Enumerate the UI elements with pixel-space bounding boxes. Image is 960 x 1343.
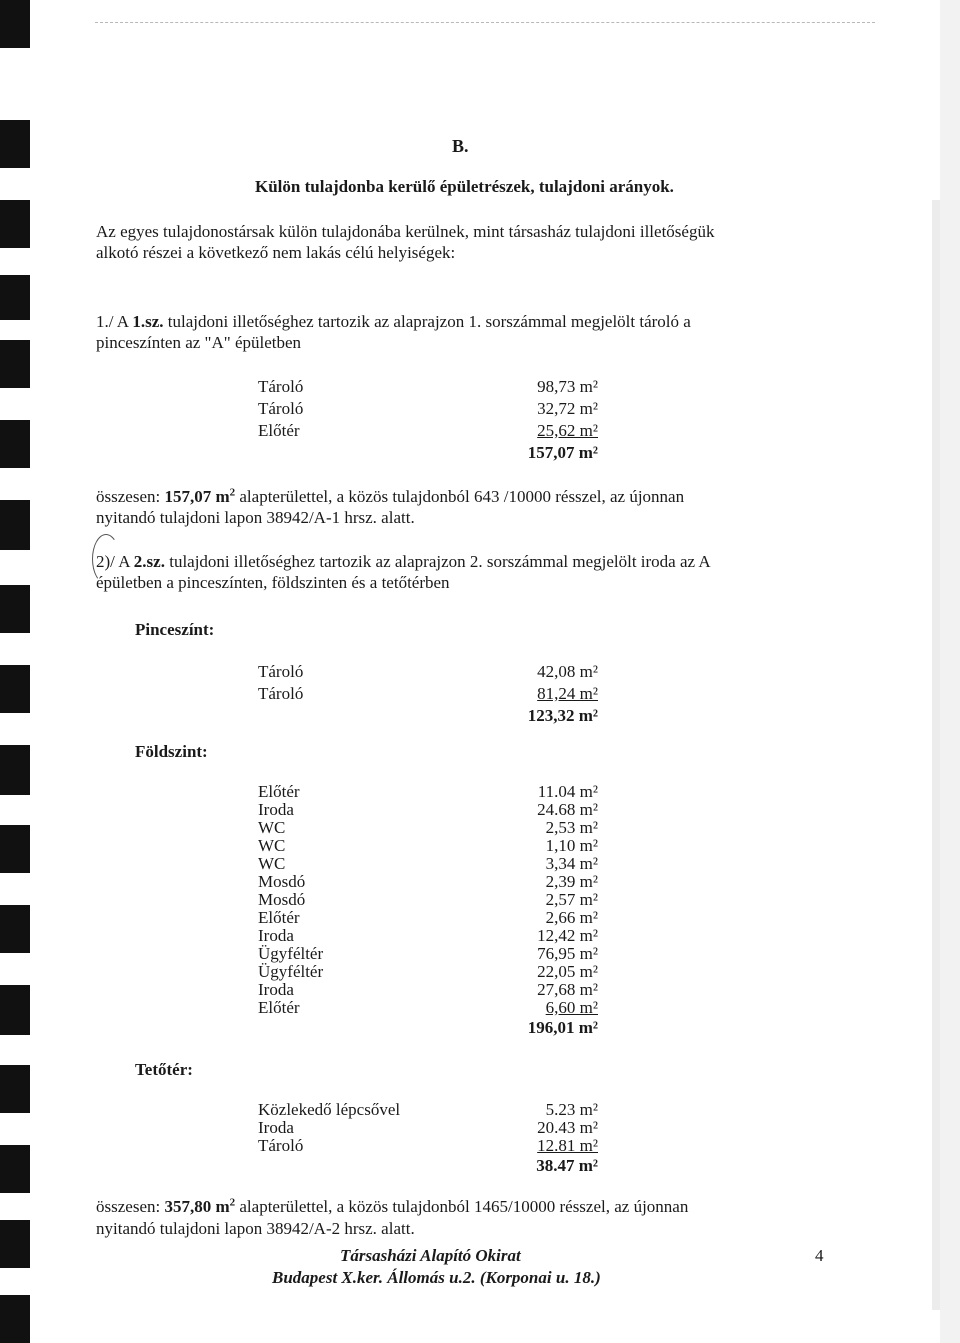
summary-rest: alapterülettel, a közös tulajdonból 643 /10000 résszel, az újonnan: [239, 487, 685, 506]
foldszint-room-area: 2,53 m²: [545, 818, 598, 837]
foldszint-room-name: Ügyféltér: [258, 944, 324, 963]
summary-prefix: összesen:: [96, 487, 161, 506]
summary-rest: alapterülettel, a közös tulajdonból 1465/10000 résszel, az újonnan: [239, 1197, 689, 1216]
foldszint-room-area: 76,95 m²: [537, 944, 598, 963]
item1-ref: 1.sz.: [132, 312, 164, 331]
item1-room-name: Előtér: [258, 421, 300, 440]
scan-binding-edge: [0, 0, 36, 1343]
foldszint-room-area: 12,42 m²: [537, 926, 598, 945]
scan-right-margin: [932, 200, 940, 1310]
scan-right-edge: [940, 0, 960, 1343]
foldszint-room-area: 1,10 m²: [545, 836, 598, 855]
foldszint-room-name: Előtér: [258, 782, 300, 801]
summary-value: 157,07 m: [164, 487, 230, 506]
item1-text-1: tulajdoni illetőséghez tartozik az alaprajzon 1. sorszámmal megjelölt tároló a: [167, 312, 691, 331]
item1-line-1: [96, 312, 691, 332]
item2-summary-line-1: összesen: 357,80 $m^2$ alapterülettel, a közös tulajdonból 1465/10000 résszel, az újonnan: [96, 1196, 689, 1216]
teto-room-name: Iroda: [258, 1118, 294, 1137]
footer-address: Budapest X.ker. Állomás u.2. (Korponai u. 18.): [272, 1268, 601, 1287]
page-number: 4: [815, 1246, 824, 1265]
pince-room-area: 42,08 m²: [537, 662, 598, 681]
section-letter: B.: [452, 136, 469, 156]
item1-line-2: pinceszínten az "A" épületben: [96, 333, 302, 352]
item2-number: 2)/ A: [96, 552, 130, 571]
foldszint-room-name: WC: [258, 854, 286, 873]
foldszint-room-area: 2,39 m²: [545, 872, 598, 891]
foldszint-room-area: 22,05 m²: [537, 962, 598, 981]
foldszint-room-area: 3,34 m²: [545, 854, 598, 873]
foldszint-room-name: Ügyféltér: [258, 962, 324, 981]
footer-title: Társasházi Alapító Okirat: [340, 1246, 521, 1265]
item1-room-name: Tároló: [258, 399, 304, 418]
item1-room-name: Tároló: [258, 377, 304, 396]
pince-room-area: 81,24 m²: [537, 684, 598, 703]
pince-room-name: Tároló: [258, 662, 304, 681]
item1-room-area: 32,72 m²: [537, 399, 598, 418]
teto-room-name: Közlekedő lépcsővel: [258, 1100, 401, 1119]
intro-line-2: alkotó részei a következő nem lakás célú helyiségek:: [96, 243, 456, 262]
foldszint-label: Földszint:: [135, 742, 208, 761]
teto-room-area: 12.81 m²: [537, 1136, 598, 1155]
intro-line-1: Az egyes tulajdonostársak külön tulajdonába kerülnek, mint társasház tulajdoni illetőségük: [96, 222, 715, 241]
foldszint-room-area: 11.04 m²: [537, 782, 598, 801]
item2-line-2: épületben a pinceszínten, földszinten és a tetőtérben: [96, 573, 450, 592]
teto-room-area: 5.23 m²: [545, 1100, 598, 1119]
foldszint-room-name: Előtér: [258, 908, 300, 927]
item2-text-1: tulajdoni illetőséghez tartozik az alaprajzon 2. sorszámmal megjelölt iroda az A: [169, 552, 711, 571]
scan-top-line: [95, 22, 875, 24]
item1-number: 1./ A: [96, 312, 129, 331]
summary-prefix: összesen:: [96, 1197, 161, 1216]
item1-summary-line-1: összesen: 157,07 $m^2$ alapterülettel, a közös tulajdonból 643 /10000 résszel, az újonnan: [96, 486, 685, 506]
teto-room-area: 20.43 m²: [537, 1118, 598, 1137]
item2-ref: 2.sz.: [133, 552, 165, 571]
pince-total: 123,32 m²: [527, 706, 598, 725]
summary-value: 357,80 m: [164, 1197, 230, 1216]
foldszint-room-area: 2,66 m²: [545, 908, 598, 927]
foldszint-room-name: Iroda: [258, 800, 294, 819]
pince-room-name: Tároló: [258, 684, 304, 703]
foldszint-room-area: 2,57 m²: [545, 890, 598, 909]
foldszint-room-name: Iroda: [258, 926, 294, 945]
foldszint-total: 196,01 m²: [527, 1018, 598, 1037]
foldszint-room-name: Mosdó: [258, 872, 306, 891]
teto-total: 38.47 m²: [536, 1156, 598, 1175]
item2-summary-line-2: nyitandó tulajdoni lapon 38942/A-2 hrsz. alatt.: [96, 1219, 415, 1238]
teto-room-name: Tároló: [258, 1136, 304, 1155]
foldszint-room-name: WC: [258, 836, 286, 855]
page-heading: Külön tulajdonba kerülő épületrészek, tulajdoni arányok.: [255, 177, 674, 196]
foldszint-room-name: WC: [258, 818, 286, 837]
pince-label: Pinceszínt:: [135, 620, 215, 639]
teto-label: Tetőtér:: [135, 1060, 193, 1079]
foldszint-room-area: 27,68 m²: [537, 980, 598, 999]
item2-line-1: [96, 552, 711, 572]
item1-summary-line-2: nyitandó tulajdoni lapon 38942/A-1 hrsz. alatt.: [96, 508, 415, 527]
item1-total: 157,07 m²: [527, 443, 598, 462]
foldszint-room-area: 6,60 m²: [545, 998, 598, 1017]
foldszint-room-name: Mosdó: [258, 890, 306, 909]
foldszint-room-name: Iroda: [258, 980, 294, 999]
foldszint-room-area: 24.68 m²: [537, 800, 598, 819]
foldszint-room-name: Előtér: [258, 998, 300, 1017]
item1-room-area: 25,62 m²: [537, 421, 598, 440]
item1-room-area: 98,73 m²: [537, 377, 598, 396]
